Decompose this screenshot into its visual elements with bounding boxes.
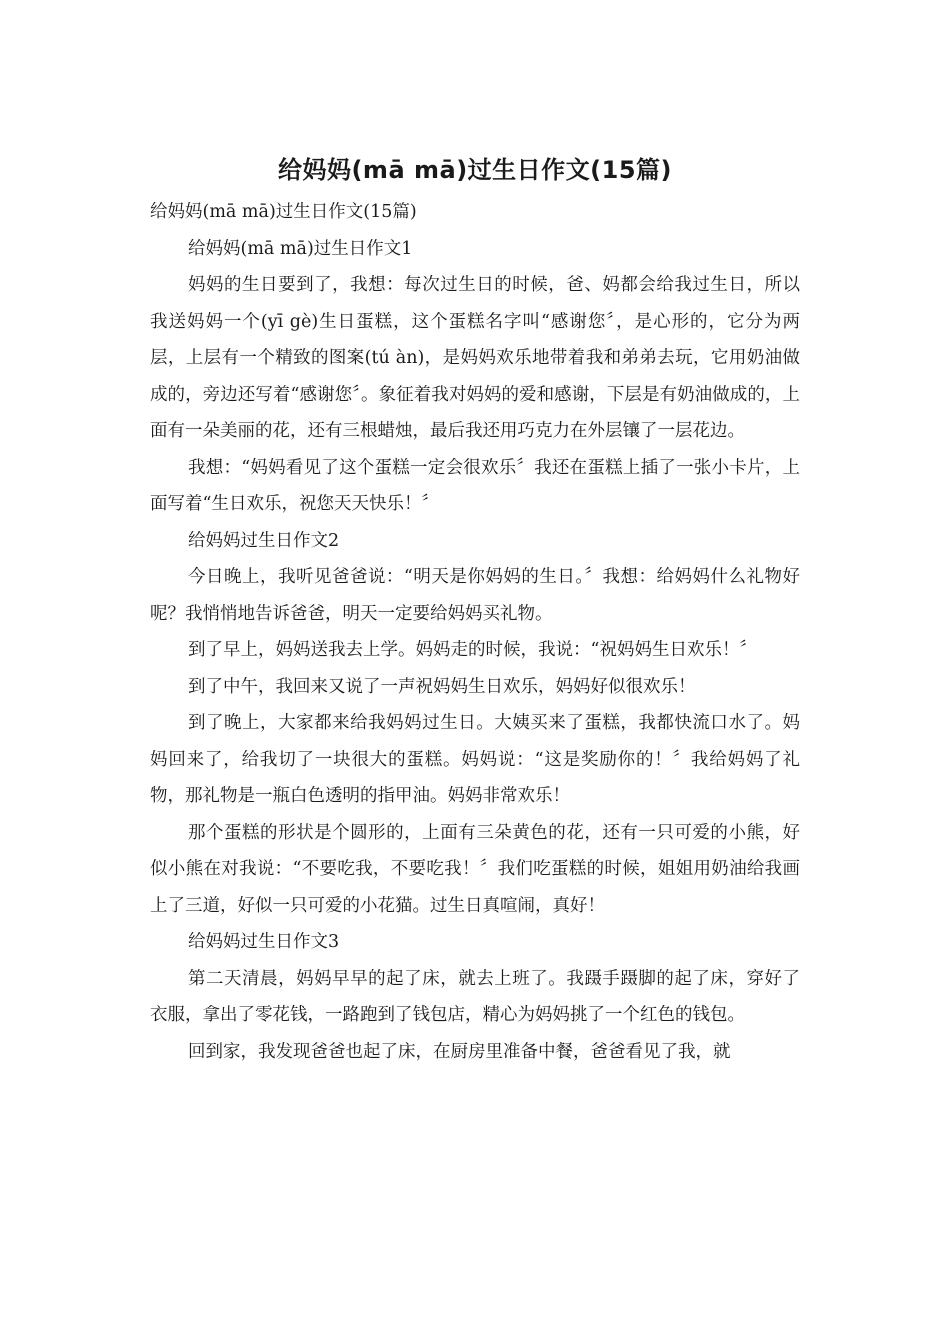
paragraph: 那个蛋糕的形状是个圆形的，上面有三朵黄色的花，还有一只可爱的小熊，好似小熊在对我说：“不要吃我，不要吃我！〞我们吃蛋糕的时候，姐姐用奶油给我画上了三道，好似一只可爱的小花猫。过生日真喧闹，真好！ [150,822,800,916]
paragraph: 到了中午，我回来又说了一声祝妈妈生日欢乐，妈妈好似很欢乐！ [188,676,696,697]
document-title: 给妈妈(mā mā)过生日作文(15篇) [277,156,673,184]
paragraph: 我想：“妈妈看见了这个蛋糕一定会很欢乐〞我还在蛋糕上插了一张小卡片，上面写着“生日欢乐，祝您天天快乐！〞 [150,457,800,514]
section-heading: 给妈妈过生日作文3 [188,932,340,952]
paragraph: 第二天清晨，妈妈早早的起了床，就去上班了。我蹑手蹑脚的起了床，穿好了衣服，拿出了零花钱，一路跑到了钱包店，精心为妈妈挑了一个红色的钱包。 [150,968,800,1025]
document-body [150,194,800,1070]
section-heading: 给妈妈(mā mā)过生日作文1 [188,238,413,259]
paragraph: 到了晚上，大家都来给我妈妈过生日。大姨买来了蛋糕，我都快流口水了。妈妈回来了，给我切了一块很大的蛋糕。妈妈说：“这是奖励你的！〞我给妈妈了礼物，那礼物是一瓶白色透明的指甲油。妈妈非常欢乐！ [150,713,800,806]
section-heading: 给妈妈过生日作文2 [188,530,340,551]
paragraph: 到了早上，妈妈送我去上学。妈妈走的时候，我说：“祝妈妈生日欢乐！〞 [188,640,757,660]
paragraph: 回到家，我发现爸爸也起了床，在厨房里准备中餐，爸爸看见了我，就 [188,1041,731,1062]
document-subtitle: 给妈妈(mā mā)过生日作文(15篇) [150,202,417,222]
paragraph: 妈妈的生日要到了，我想：每次过生日的时候，爸、妈都会给我过生日，所以我送妈妈一个(yī gè)生日蛋糕，这个蛋糕名字叫“感谢您〞，是心形的，它分为两层，上层有一个精致的图案(tú àn)，是妈妈欢乐地带着我和弟弟去玩，它用奶油做成的，旁边还写着“感谢您〞。象征着我对妈妈的爱和感谢，下层是有奶油做成的，上面有一朵美丽的花，还有三根蜡烛，最后我还用巧克力在外层镶了一层花边。 [150,275,800,441]
paragraph: 今日晚上，我听见爸爸说：“明天是你妈妈的生日。〞我想：给妈妈什么礼物好呢？我悄悄地告诉爸爸，明天一定要给妈妈买礼物。 [150,567,800,624]
